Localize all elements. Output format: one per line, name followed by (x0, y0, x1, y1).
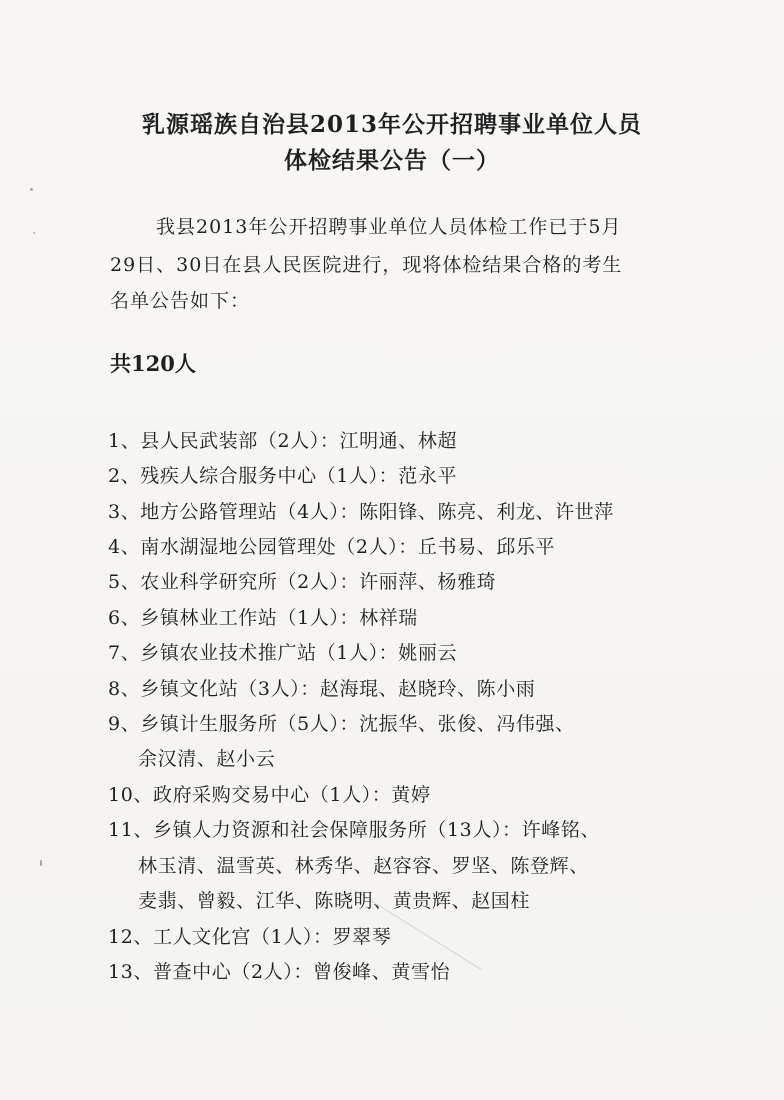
list-item: 5、农业科学研究所（2人）：许丽萍、杨雅琦 (108, 571, 497, 593)
scan-speck (30, 188, 33, 191)
list-item: 11、乡镇人力资源和社会保障服务所（13人）：许峰铭、 (108, 819, 601, 841)
document-title-line1: 乳源瑶族自治县2013年公开招聘事业单位人员 (141, 111, 642, 138)
list-item-continuation: 林玉清、温雪英、林秀华、赵容容、罗坚、陈登辉、 (138, 855, 589, 877)
list-item-continuation: 麦翡、曾毅、江华、陈晓明、黄贵辉、赵国柱 (138, 890, 531, 912)
list-item: 9、乡镇计生服务所（5人）：沈振华、张俊、冯伟强、 (108, 713, 575, 735)
list-item: 2、残疾人综合服务中心（1人）：范永平 (108, 465, 458, 487)
intro-line3: 名单公告如下： (110, 290, 251, 312)
intro-line2: 29日、30日在县人民医院进行，现将体检结果合格的考生 (110, 254, 623, 276)
list-item: 8、乡镇文化站（3人）：赵海琨、赵晓玲、陈小雨 (108, 678, 536, 700)
scan-speck (40, 860, 42, 866)
list-item: 4、南水湖湿地公园管理处（2人）：丘书易、邱乐平 (108, 536, 556, 558)
total-count: 共120人 (110, 351, 196, 376)
scan-speck (33, 232, 35, 234)
list-item: 12、工人文化宫（1人）：罗翠琴 (108, 926, 392, 948)
list-item: 10、政府采购交易中心（1人）：黄婷 (108, 784, 431, 806)
list-item: 6、乡镇林业工作站（1人）：林祥瑞 (108, 607, 418, 629)
list-item: 3、地方公路管理站（4人）：陈阳锋、陈亮、利龙、许世萍 (108, 501, 614, 523)
list-item: 7、乡镇农业技术推广站（1人）：姚丽云 (108, 642, 458, 664)
list-item: 1、县人民武装部（2人）：江明通、林超 (108, 430, 458, 452)
list-item-continuation: 余汉清、赵小云 (138, 748, 276, 770)
intro-line1: 我县2013年公开招聘事业单位人员体检工作已于5月 (156, 216, 622, 238)
list-item: 13、普查中心（2人）：曾俊峰、黄雪怡 (108, 961, 451, 983)
document-title-line2: 体检结果公告（一） (284, 147, 500, 174)
